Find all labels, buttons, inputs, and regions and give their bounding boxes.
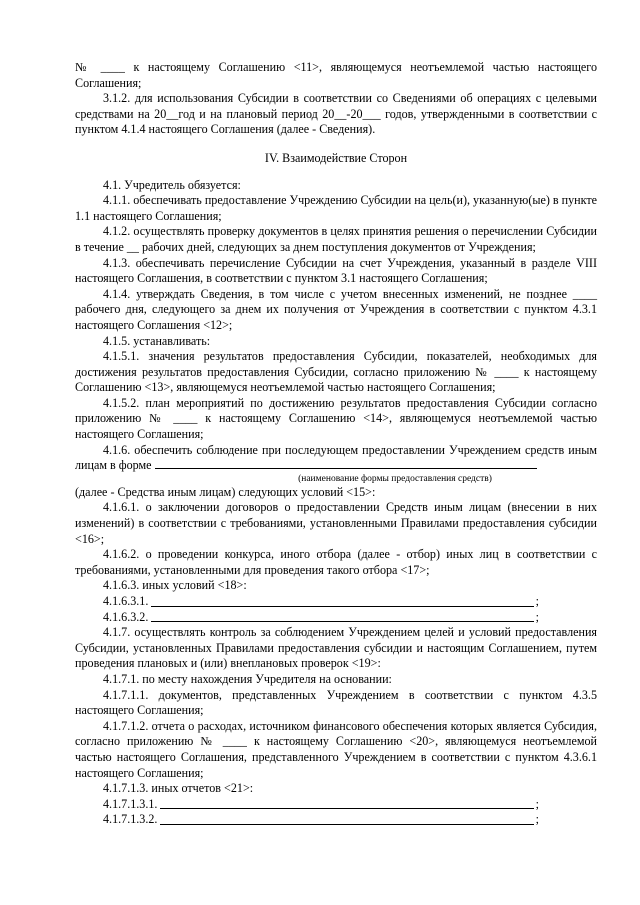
fill-line-4-1-6-3-2 bbox=[75, 610, 597, 626]
paragraph-3-1-2: 3.1.2. для использования Субсидии в соответствии со Сведениями об операциях с целевыми средствами на 20__год и на плановый период 20__-20___ годов, утвержденными в соответствии с пунктом 4.1.4 настоящего Соглашения (далее - Сведения). bbox=[75, 91, 597, 137]
fill-line-4-1-7-1-3-1 bbox=[75, 797, 597, 813]
line-end: ; bbox=[535, 609, 539, 624]
line-end: ; bbox=[535, 812, 539, 827]
document-page bbox=[75, 60, 597, 828]
section-title: IV. Взаимодействие Сторон bbox=[264, 150, 408, 165]
paragraph-4-1-7: 4.1.7. осуществлять контроль за соблюдением Учреждением целей и условий предоставления Субсидии, установленных Правилами предоставления субсидии и настоящим Соглашением, путем проведения плановых и (или) внеплановых проверок <19>: bbox=[75, 625, 597, 671]
fill-line-4-1-7-1-3-2 bbox=[75, 812, 597, 828]
blank-line bbox=[151, 611, 533, 622]
paragraph-4-1-6-2: 4.1.6.2. о проведении конкурса, иного отбора (далее - отбор) иных лиц в соответствии с требованиями, установленными для проведения такого отбора <17>; bbox=[75, 547, 597, 577]
paragraph-4-1: 4.1. Учредитель обязуется: bbox=[103, 177, 241, 192]
paragraph-4-1-5: 4.1.5. устанавливать: bbox=[103, 333, 211, 348]
paragraph-4-1-5-1: 4.1.5.1. значения результатов предоставления Субсидии, показателей, необходимых для достижения результатов предоставления Субсидии, согласно приложению № ____ к настоящему Соглашению <13>, являющемуся неотъемлемой частью настоящего Соглашения; bbox=[75, 349, 597, 395]
paragraph-4-1-7-1: 4.1.7.1. по месту нахождения Учредителя на основании: bbox=[103, 671, 392, 686]
form-caption: (наименование формы предоставления средств) bbox=[298, 473, 492, 484]
paragraph-4-1-6-1: 4.1.6.1. о заключении договоров о предоставлении Средств иным лицам (внесении в них изменений) в соответствии с требованиями, установленными Правилами предоставления субсидии <16>; bbox=[75, 500, 597, 546]
fill-label: 4.1.7.1.3.2. bbox=[103, 812, 158, 827]
fill-label: 4.1.7.1.3.1. bbox=[103, 796, 158, 811]
blank-line bbox=[151, 596, 533, 607]
form-blank-line bbox=[155, 458, 537, 469]
paragraph-4-1-1: 4.1.1. обеспечивать предоставление Учреждению Субсидии на цель(и), указанную(ые) в пункте 1.1 настоящего Соглашения; bbox=[75, 193, 597, 223]
paragraph-annex-ref: № ____ к настоящему Соглашению <11>, являющемуся неотъемлемой частью настоящего Соглашения; bbox=[75, 60, 597, 90]
fill-line-4-1-6-3-1 bbox=[75, 594, 597, 610]
paragraph-4-1-7-1-3: 4.1.7.1.3. иных отчетов <21>: bbox=[103, 781, 254, 796]
blank-line bbox=[160, 798, 533, 809]
fill-label: 4.1.6.3.2. bbox=[103, 609, 149, 624]
line-end: ; bbox=[535, 796, 539, 811]
paragraph-4-1-7-1-2: 4.1.7.1.2. отчета о расходах, источником финансового обеспечения которых является Субсидия, согласно приложению № ____ к настоящему Соглашению <20>, являющемуся неотъемлемой частью настоящего Соглашения, представленного Учреждением в соответствии с пунктом 4.3.6.1 настоящего Соглашения; bbox=[75, 718, 597, 780]
line-end: ; bbox=[535, 594, 539, 608]
paragraph-4-1-6 bbox=[75, 443, 597, 474]
paragraph-4-1-6-3: 4.1.6.3. иных условий <18>: bbox=[103, 578, 247, 593]
paragraph-4-1-6-text: 4.1.6. обеспечить соблюдение при последующем предоставлении Учреждением средств иным лицам в форме bbox=[75, 442, 597, 473]
paragraph-4-1-6-cont: (далее - Средства иным лицам) следующих условий <15>: bbox=[75, 484, 376, 499]
paragraph-4-1-4: 4.1.4. утверждать Сведения, в том числе с учетом внесенных изменений, не позднее ____ рабочего дня, следующего за днем их получения от Учреждения в соответствии с пунктом 4.3.1 настоящего Соглашения <12>; bbox=[75, 286, 597, 332]
paragraph-4-1-2: 4.1.2. осуществлять проверку документов в целях принятия решения о перечислении Субсидии в течение __ рабочих дней, следующих за днем поступления документов от Учреждения; bbox=[75, 224, 597, 254]
paragraph-4-1-3: 4.1.3. обеспечивать перечисление Субсидии на счет Учреждения, указанный в разделе VIII настоящего Соглашения, в соответствии с пунктом 3.1 настоящего Соглашения; bbox=[75, 255, 597, 286]
blank-line bbox=[160, 814, 533, 825]
paragraph-4-1-7-1-1: 4.1.7.1.1. документов, представленных Учреждением в соответствии с пунктом 4.3.5 настоящего Соглашения; bbox=[75, 687, 597, 718]
paragraph-4-1-5-2: 4.1.5.2. план мероприятий по достижению результатов предоставления Субсидии согласно приложению № ____ к настоящему Соглашению <14>, являющемуся неотъемлемой частью настоящего Соглашения; bbox=[75, 395, 597, 442]
fill-label: 4.1.6.3.1. bbox=[103, 594, 149, 608]
caption-row bbox=[75, 474, 597, 485]
